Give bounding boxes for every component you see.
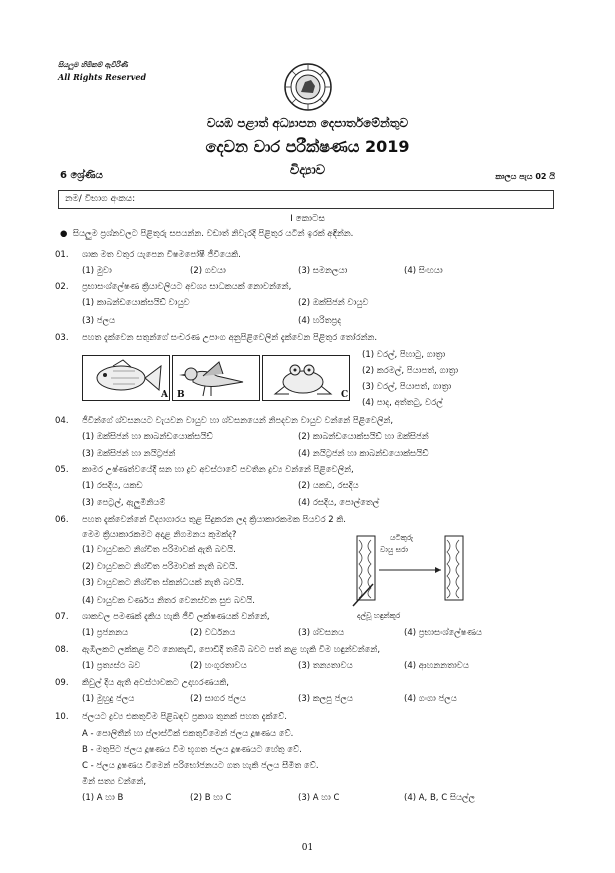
option-3[interactable]: (3) වායුවකට නිශ්චිත ස්කන්ධයක් නැති බවයි. <box>82 578 245 588</box>
option-4[interactable]: (4) පාද, අත්තටු, වරල් <box>362 398 443 408</box>
option-3[interactable]: (3) කලපු ජලය <box>298 694 353 704</box>
question-subtext: මෙම ක්‍රියාකාරකමට අදාළ නිගමනය කුමක්ද? <box>82 530 237 540</box>
copyright-sinhala: සියලුම හිමිකම් ඇවිරිණි <box>58 61 128 69</box>
option-1[interactable]: (1) කාබන්ඩයොක්සයිඩ් වායුව <box>82 298 190 308</box>
option-2[interactable]: (2) වායුවකට නිශ්චිත පරිමාවක් නැති බවයි. <box>82 562 238 572</box>
question-number: 07. <box>55 612 69 622</box>
exam-title: දෙවන වාර පරීක්ෂණය 2019 <box>205 137 410 156</box>
statement-c: C - ජලය දූෂණය වීමෙන් පරිභෝජනයට ගත හැකි ජලය සීමිත වේ. <box>82 761 319 771</box>
statement-b: B - මතුපිට ජලය දූෂණය වීම භූගත ජලය දූෂණයට හේතු වේ. <box>82 745 302 755</box>
instruction: ● සියලුම ප්‍රශ්නවලට පිළිතුරු සපයන්න. වඩාත් නිවැරදි පිළිතුර යටින් ඉරක් අඳින්න. <box>60 229 354 239</box>
gas-jar-diagram <box>345 530 485 610</box>
option-3[interactable]: (3) ඔක්සිජන් හා නයිට්‍රජන් <box>82 449 176 459</box>
option-2[interactable]: (2) ගවයා <box>190 266 226 276</box>
option-4[interactable]: (4) නයිට්‍රජන් හා කාබන්ඩයොක්සයිඩ් <box>298 449 429 459</box>
question-number: 06. <box>55 515 69 525</box>
figure-label-jar: යටිකුරු <box>390 533 414 542</box>
option-1[interactable]: (1) මුවා <box>82 266 112 276</box>
question-number: 04. <box>55 416 69 426</box>
option-1[interactable]: (1) ඔක්සිජන් හා කාබන්ඩයොක්සයිඩ් <box>82 432 213 442</box>
option-1[interactable]: (1) ප්‍රත්‍යස්ථ බව <box>82 661 141 671</box>
figure-label-c: C <box>341 390 349 400</box>
question-text: ශාකවල පමණක් දැකිය හැකි ජීවී ලක්ෂණයක් වන්නේ, <box>82 612 270 622</box>
option-2[interactable]: (2) කාබන්ඩයොක්සයිඩ් හා ඔක්සිජන් <box>298 432 429 442</box>
option-4[interactable]: (4) ප්‍රභාසංශ්ලේෂණය <box>404 628 483 638</box>
option-4[interactable]: (4) රසදිය, පොල්තෙල් <box>298 498 380 508</box>
frog-picture <box>262 355 350 401</box>
figure-label-a: A <box>161 390 168 400</box>
option-3[interactable]: (3) සමනලයා <box>298 266 348 276</box>
question-number: 10. <box>55 712 69 722</box>
option-1[interactable]: (1) රසදිය, යකඩ <box>82 481 143 491</box>
question-subtext: මින් සත්‍ය වන්නේ, <box>82 777 147 787</box>
option-2[interactable]: (2) වර්ධනය <box>190 628 236 638</box>
option-3[interactable]: (3) පෙට්‍රල්, ඇලුමිනියම් <box>82 498 166 508</box>
fish-picture <box>82 355 170 401</box>
question-number: 05. <box>55 465 69 475</box>
question-text: ඇඹිලකට ලක්කළ විට නොකැඩී, පොඩිදී තම්බි බවට පත් කළ හැකි වීම හඳුන්වන්නේ, <box>82 645 381 655</box>
option-2[interactable]: (2) කරමල්, පියාපත්, ගාත්‍රා <box>362 366 459 376</box>
grade-label: 6 ශ්‍රේණිය <box>60 170 103 181</box>
bird-icon <box>173 356 259 400</box>
option-2[interactable]: (2) හංගුරතාවය <box>190 661 247 671</box>
option-2[interactable]: (2) යකඩ, රසදිය <box>298 481 359 491</box>
frog-icon <box>263 356 349 400</box>
question-number: 01. <box>55 250 69 260</box>
option-2[interactable]: (2) සාගර ජලය <box>190 694 246 704</box>
option-2[interactable]: (2) ඔක්සිජන් වායුව <box>298 298 369 308</box>
option-3[interactable]: (3) ශ්වසනය <box>298 628 345 638</box>
option-2[interactable]: (2) B හා C <box>190 793 232 803</box>
question-text: පහත දැක්වෙන සතුන්ගේ සංචරණ උපාංග අනුපිළිවෙලින් දැක්වෙන පිළිතුර තෝරන්න. <box>82 333 378 343</box>
option-4[interactable]: (4) හරිතප්‍රද <box>298 316 341 326</box>
name-index-box[interactable] <box>58 190 554 209</box>
option-1[interactable]: (1) ප්‍රජනනය <box>82 628 129 638</box>
emblem-logo <box>283 62 333 112</box>
question-text: කාමර උෂ්ණත්වයේදී ඝන හා ද්‍රව අවස්ථාවේ පවතින ද්‍රව්‍ය වන්නේ පිළිවෙලින්, <box>82 465 354 475</box>
option-4[interactable]: (4) ගංගා ජලය <box>404 694 457 704</box>
statement-a: A - පොලිතීන් හා ප්ලාස්ටික් එකතුවීමෙන් ජලය දූෂණය වේ. <box>82 729 294 739</box>
figure-label-b: B <box>177 390 185 400</box>
option-3[interactable]: (3) ජලය <box>82 316 116 326</box>
question-text: පහත දැක්වෙන්නේ විද්‍යාගාරය තුළ සිදුකරන ලද ක්‍රියාකාරකමක පියවර 2 කි. <box>82 515 347 525</box>
option-3[interactable]: (3) තන්‍යතාවය <box>298 661 353 671</box>
copyright-english: All Rights Reserved <box>58 72 147 82</box>
option-4[interactable]: (4) සිංහයා <box>404 266 443 276</box>
fish-icon <box>83 356 169 400</box>
option-1[interactable]: (1) වායුවකට නිශ්චිත පරිමාවක් ඇති බවයි. <box>82 545 236 555</box>
question-text: ජලයට ද්‍රව්‍ය එකතුවීම පිළිබඳව ප්‍රකාශ තුනක් පහත දැක්වේ. <box>82 712 287 722</box>
question-text: කිවුල් දිය ඇති අවස්ථාවකට උදාහරණයකි, <box>82 678 229 688</box>
question-number: 09. <box>55 678 69 688</box>
time-label: කාලය පැය 02 යි <box>495 172 555 181</box>
option-1[interactable]: (1) මුහුදු ජලය <box>82 694 135 704</box>
option-4[interactable]: (4) වායුවක වර්ණය නිතර වෙනස්වන සුළු බවයි. <box>82 596 255 606</box>
option-3[interactable]: (3) වරල්, පියාපත්, ගාත්‍රා <box>362 382 452 392</box>
bird-picture <box>172 355 260 401</box>
option-3[interactable]: (3) A හා C <box>298 793 340 803</box>
question-number: 02. <box>55 282 69 292</box>
question-text: ශාක මත වතුර යැපෙන විෂමපෝෂී ජීවියෙකි. <box>82 250 241 260</box>
question-number: 08. <box>55 645 69 655</box>
question-number: 03. <box>55 333 69 343</box>
department-title: වයඹ පළාත් අධ්‍යාපන දෙපාර්තමේන්තුව <box>206 116 409 130</box>
option-4[interactable]: (4) A, B, C සියල්ල <box>404 793 476 803</box>
figure-label-gas-jar: වායු සරා <box>380 545 409 554</box>
option-4[interactable]: (4) ආහනනතාවය <box>404 661 469 671</box>
option-1[interactable]: (1) වරල්, පිහාටු, ගාත්‍රා <box>362 350 446 360</box>
page-number: 01 <box>301 843 314 853</box>
part-heading: I කොටස <box>290 214 325 224</box>
question-text: ජීවීන්ගේ ශ්වසනයට වැයවන වායුව හා ශ්වසනයෙන් නිපදවන වායුව වන්නේ පිළිවෙලින්, <box>82 416 394 426</box>
figure-label-incense: දල්වූ හඳුන්කූර <box>357 611 401 620</box>
option-1[interactable]: (1) A හා B <box>82 793 124 803</box>
subject-title: විද්‍යාව <box>289 163 326 178</box>
name-index-label: නම/ විභාග අංකය: <box>65 194 136 204</box>
question-text: ප්‍රභාසංශ්ලේෂණ ක්‍රියාවලියට අවශ්‍ය සාධකයක් නොවන්නේ, <box>82 282 292 292</box>
